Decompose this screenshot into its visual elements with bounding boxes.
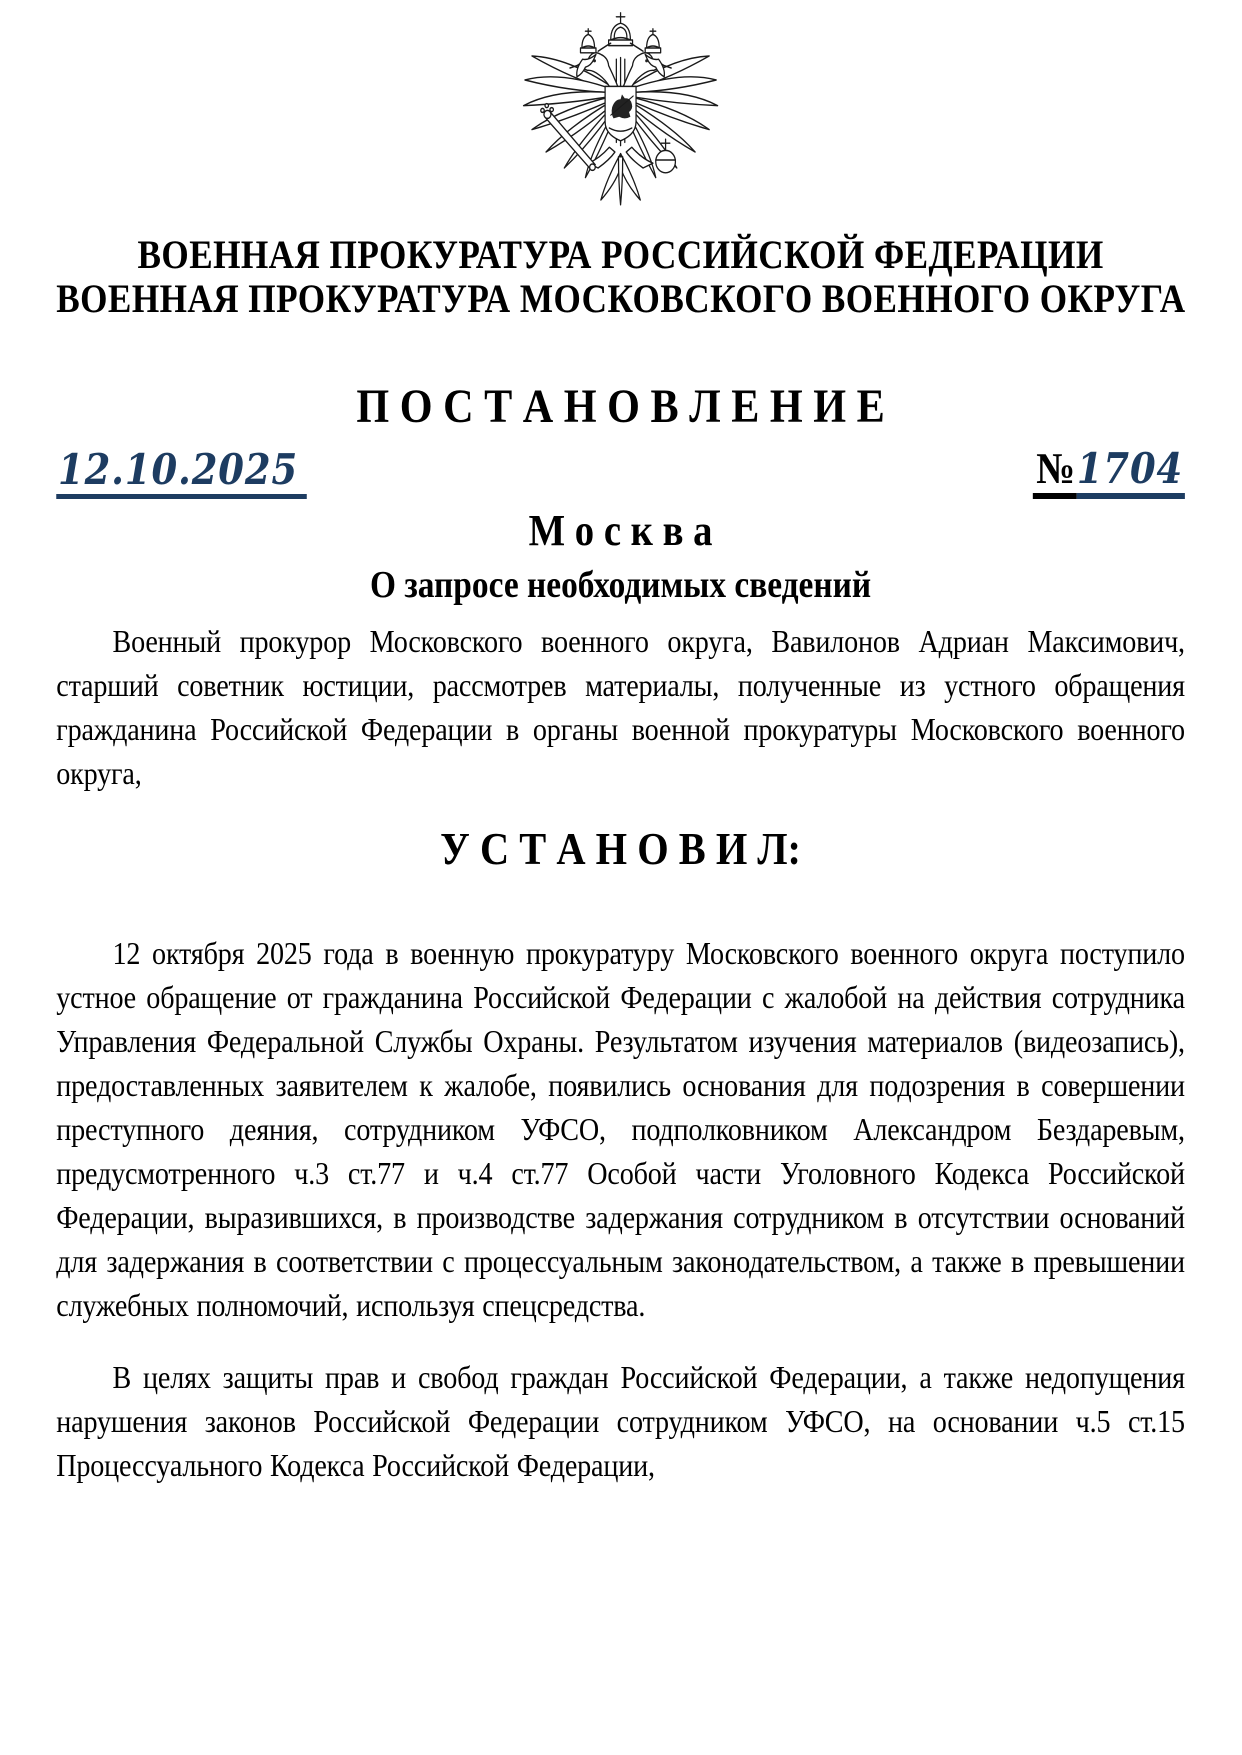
city-name: М о с к в а bbox=[528, 506, 713, 555]
resolution-heading: У С Т А Н О В И Л: bbox=[440, 823, 801, 874]
purpose-paragraph: В целях защиты прав и свобод граждан Российской Федерации, а также недопущения нарушения законов Российской Федерации сотрудником УФСО, на основании ч.5 ст.15 Процессуального Кодекса Российской Федерации, bbox=[56, 1359, 1185, 1483]
number-sign: № bbox=[1033, 447, 1077, 499]
russia-coat-of-arms-icon bbox=[515, 8, 726, 224]
org-name-line-2: ВОЕННАЯ ПРОКУРАТУРА МОСКОВСКОГО ВОЕННОГО ОКРУГА bbox=[56, 276, 1186, 321]
intro-paragraph: Военный прокурор Московского военного округа, Вавилонов Адриан Максимович, старший советник юстиции, рассмотрев материалы, полученные из устного обращения гражданина Российской Федерации в органы военной прокуратуры Московского военного округа, bbox=[56, 623, 1185, 791]
emblem-container bbox=[56, 0, 1185, 229]
document-subject: О запросе необходимых сведений bbox=[370, 564, 872, 606]
org-name-line-1: ВОЕННАЯ ПРОКУРАТУРА РОССИЙСКОЙ ФЕДЕРАЦИИ bbox=[137, 232, 1104, 277]
issue-date: 12.10.2025 bbox=[56, 448, 307, 499]
document-number bbox=[1033, 444, 1185, 499]
number-value: 1704 bbox=[1077, 447, 1185, 499]
date-number-row bbox=[56, 444, 1185, 499]
facts-paragraph: 12 октября 2025 года в военную прокуратуру Московского военного округа поступило устное обращение от гражданина Российской Федерации с жалобой на действия сотрудника Управления Федеральной Службы Охраны. Результатом изучения материалов (видеозапись), предоставленных заявителем к жалобе, появились основания для подозрения в совершении преступного деяния, сотрудником УФСО, подполковником Александром Бездаревым, предусмотренного ч.3 ст.77 и ч.4 ст.77 Особой части Уголовного Кодекса Российской Федерации, выразившихся, в производстве задержания сотрудником в отсутствии оснований для задержания в соответствии с процессуальным законодательством, а также в превышении служебных полномочий, используя спецсредства. bbox=[56, 935, 1185, 1323]
document-type-title: П О С Т А Н О В Л Е Н И Е bbox=[356, 380, 885, 433]
